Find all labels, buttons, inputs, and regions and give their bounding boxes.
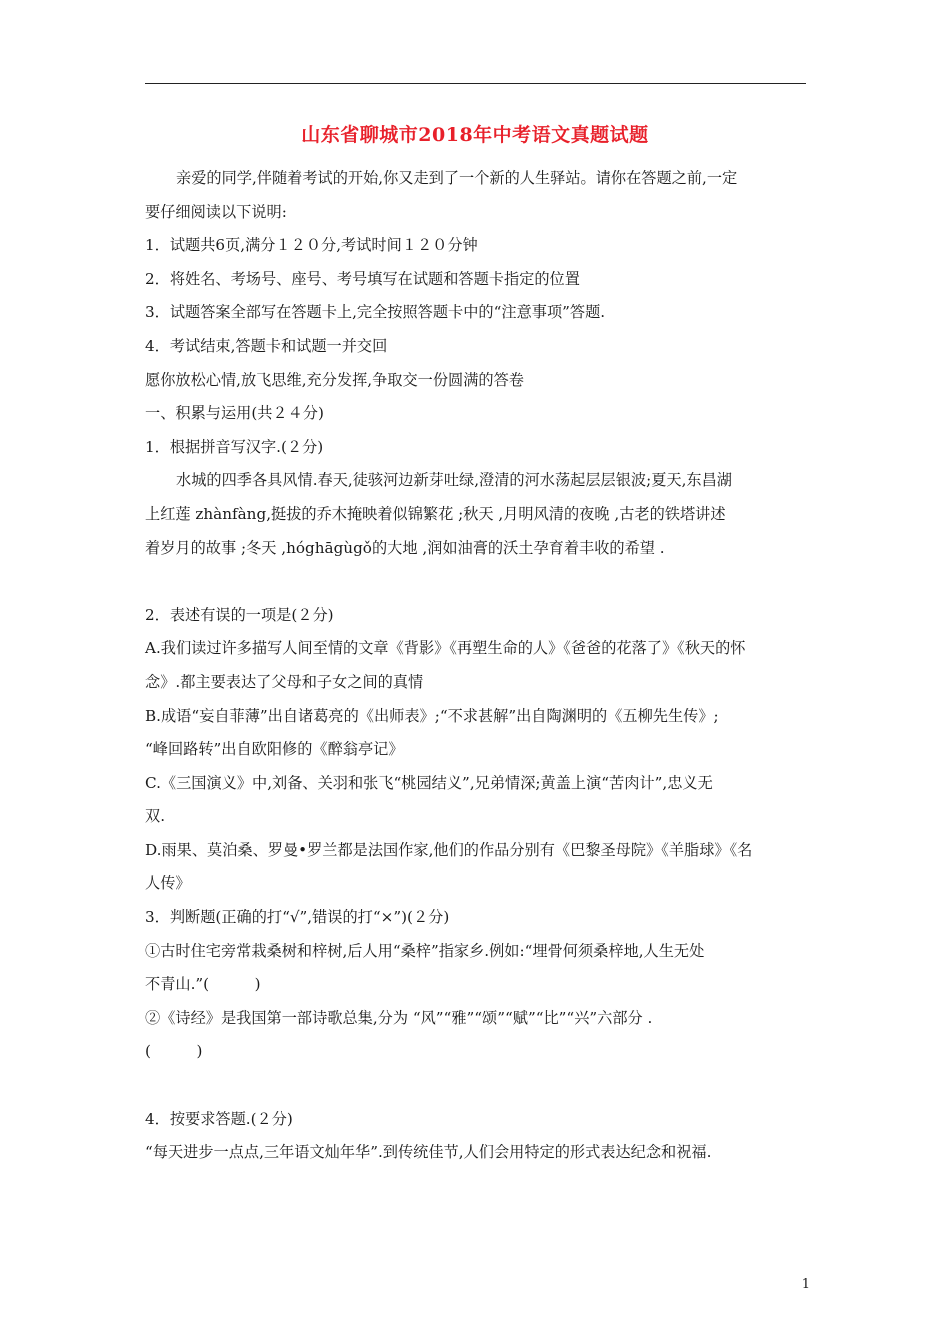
question-4-heading: 4．按要求答题.(２分) bbox=[145, 1109, 293, 1128]
option-c-line: C.《三国演义》中,刘备、关羽和张飞“桃园结义”,兄弟情深;黄盖上演“苦肉计”,忠义无 bbox=[145, 773, 713, 792]
section-heading: 一、积累与运用(共２４分) bbox=[145, 404, 324, 423]
option-d-line: D.雨果、莫泊桑、罗曼•罗兰都是法国作家,他们的作品分别有《巴黎圣母院》《羊脂球》《名 bbox=[145, 840, 753, 859]
header-rule bbox=[145, 83, 806, 84]
judgement-item-2: ( ) bbox=[145, 1042, 203, 1061]
option-a-line: A.我们读过许多描写人间至情的文章《背影》《再塑生命的人》《爸爸的花落了》《秋天的怀 bbox=[145, 639, 746, 658]
question-1-passage-line: 上红莲 zhànfàng,挺拔的乔木掩映着似锦繁花 ;秋天 ,月明风清的夜晚 ,古老的铁塔讲述 bbox=[145, 504, 726, 523]
question-3-heading: 3．判断题(正确的打“√”,错误的打“×”)(２分) bbox=[145, 908, 450, 927]
document-title: 山东省聊城市2018年中考语文真题试题 bbox=[301, 124, 649, 146]
question-1-passage-line: 着岁月的故事 ;冬天 ,hóghāgùgǒ的大地 ,润如油膏的沃土孕育着丰收的希望 . bbox=[145, 538, 665, 557]
option-b-line: B.成语“妄自菲薄”出自诸葛亮的《出师表》;“不求甚解”出自陶渊明的《五柳先生传》; bbox=[145, 706, 719, 725]
judgement-item-1: ①古时住宅旁常栽桑树和梓树,后人用“桑梓”指家乡.例如:“埋骨何须桑梓地,人生无处 bbox=[145, 941, 705, 960]
instruction-item: 1．试题共6页,满分１２０分,考试时间１２０分钟 bbox=[145, 236, 478, 255]
intro-line-1: 亲爱的同学,伴随着考试的开始,你又走到了一个新的人生驿站。请你在答题之前,一定 bbox=[176, 169, 738, 187]
document-body bbox=[145, 162, 808, 1170]
option-a-line: 念》.都主要表达了父母和子女之间的真情 bbox=[145, 672, 424, 691]
judgement-item-2: ②《诗经》是我国第一部诗歌总集,分为 “风”“雅”“颂”“赋”“比”“兴”六部分 . bbox=[145, 1008, 653, 1027]
question-1-heading: 1．根据拼音写汉字.(２分) bbox=[145, 437, 324, 456]
intro-line-2: 要仔细阅读以下说明: bbox=[145, 202, 287, 221]
option-c-line: 双. bbox=[145, 807, 166, 826]
judgement-item-1: 不青山.”( ) bbox=[145, 975, 261, 994]
wish-line: 愿你放松心情,放飞思维,充分发挥,争取交一份圆满的答卷 bbox=[145, 370, 524, 389]
instruction-item: 2．将姓名、考场号、座号、考号填写在试题和答题卡指定的位置 bbox=[145, 269, 580, 288]
instruction-item: 3．试题答案全部写在答题卡上,完全按照答题卡中的“注意事项”答题. bbox=[145, 303, 606, 322]
page-number: 1 bbox=[801, 1277, 810, 1292]
spacer bbox=[145, 1069, 808, 1103]
spacer bbox=[145, 565, 808, 599]
option-d-line: 人传》 bbox=[145, 874, 191, 893]
option-b-line: “峰回路转”出自欧阳修的《醉翁亭记》 bbox=[145, 740, 404, 759]
question-1-passage-line: 水城的四季各具风情.春天,徒骇河边新芽吐绿,澄清的河水荡起层层银波;夏天,东昌湖 bbox=[176, 471, 732, 490]
instruction-item: 4．考试结束,答题卡和试题一并交回 bbox=[145, 336, 388, 355]
question-2-heading: 2．表述有误的一项是(２分) bbox=[145, 605, 334, 624]
question-4-line: “每天进步一点点,三年语文灿年华”.到传统佳节,人们会用特定的形式表达纪念和祝福. bbox=[145, 1143, 712, 1162]
